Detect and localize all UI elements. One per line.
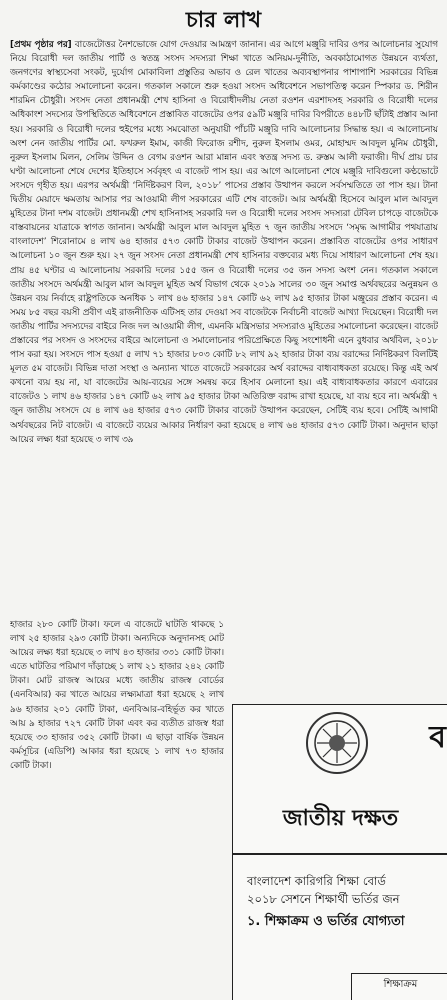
- article-body-column: [10, 38, 438, 618]
- article-body-text: বাজেটোত্তর নৈশভোজে যোগ দেওয়ার আমন্ত্রণ জানান। এর আগে মঞ্জুরি দাবির ওপর আলোচনার সুযোগ নিয়ে বিরোধী দল জাতীয় পার্টি ও স্বতন্ত্র সংসদ সদস্যরা শিক্ষা খাতে অনিয়ম-দুর্নীতি, অবকাঠামোগত উন্নয়নে ব্যর্থতা, জনগণের স্বাস্থ্যসেবা সংকট, দুর্যোগ মোকাবিলা প্রস্তুতির অভাব ও রেল খাতের অব্যবস্থাপনার পাশাপাশি সরকারের বিভিন্ন কর্মকাণ্ডের কঠোর সমালোচনা করেন। গতকাল সকালে শুরু হওয়া সংসদ অধিবেশনে সভাপতিত্ব করেন স্পিকার ড. শিরীন শারমিন চৌধুরী। সংসদ নেতা প্রধানমন্ত্রী শেখ হাসিনা ও বিরোধীদলীয় নেতা রওশন এরশাদসহ সরকারি ও বিরোধী দলের অধিকাংশ সদস্যের উপস্থিতিতে অধিবেশনে প্রস্তাবিত বাজেটের ওপর ৫৯টি মঞ্জুরি দাবির বিপরীতে ৪৪৮টি ছাঁটাই প্রস্তাব আনা হয়। সরকারি ও বিরোধী দলের হুইপের মধ্যে সমঝোতা অনুযায়ী পাঁচটি মঞ্জুরি দাবি আলোচনার সিদ্ধান্ত হয়। এ আলোচনায় অংশ নেন জাতীয় পার্টির মো. ফখরুল ইমাম, কাজী ফিরোজ রশীদ, নুরুল ইসলাম ওমর, মোহাম্মদ আবদুল মুনিম চৌধুরী, নুরুল ইসলাম মিলন, সেলিম উদ্দিন ও বেগম রওশন আরা মান্নান এবং স্বতন্ত্র সদস্য ড. রুস্তম আলী ফরাজী। দীর্ঘ প্রায় চার ঘণ্টা আলোচনা শেষে দেশের ইতিহাসে সর্ববৃহৎ এ বাজেট পাস হয়। এর আগে আলোচনা শেষে মঞ্জুরি দাবিগুলো কণ্ঠভোটে সংসদে গৃহীত হয়। এরপর অর্থমন্ত্রী ‘নির্দিষ্টকরণ বিল, ২০১৮’ পাসের প্রস্তাব উত্থাপন করলে সর্বসম্মতিতে তা পাস হয়। টানা দ্বিতীয় মেয়াদে ক্ষমতায় আসার পর আওয়ামী লীগ সরকারের এটি শেষ বাজেট। আর অর্থমন্ত্রী হিসেবে আবুল মাল আবদুল মুহিতের টানা দশম বাজেট। প্রধানমন্ত্রী শেখ হাসিনাসহ সরকারি দল ও বিরোধী দলের সংসদ সদস্যরা টেবিল চাপড়ে বাজেটকে বাস্তবায়নের যাত্রাকে স্বাগত জানান। অর্থমন্ত্রী আবুল মাল আবদুল মুহিত ৭ জুন জাতীয় সংসদে ‘সমৃদ্ধ আগামীর পথযাত্রায় বাংলাদেশ’ শিরোনামে ৪ লাখ ৬৪ হাজার ৫৭৩ কোটি টাকার বাজেট উত্থাপন করেন। প্রস্তাবিত বাজেটের ওপর সাধারণ আলোচনা ১০ জুন শুরু হয়। ২৭ জুন সংসদ নেতা প্রধানমন্ত্রী শেখ হাসিনার বক্তব্যের মধ্য দিয়ে সাধারণ আলোচনা শেষ হয়। প্রায় ৪৫ ঘণ্টার এ আলোচনায় সরকারি দলের ১৫৫ জন ও বিরোধী দলের ৩৫ জন সদস্য অংশ নেন। গতকাল সকালে জাতীয় সংসদে অর্থমন্ত্রী আবুল মাল আবদুল মুহিত অর্থ বিভাগ থেকে ২০১৯ সালের ৩০ জুন সমাপ্ত অর্থবছরের অনুন্নয়ন ও উন্নয়ন ব্যয় নির্বাহে রাষ্ট্রপতিকে অনধিক ১ লাখ ৪৬ হাজার ১৪৭ কোটি ৬২ লাখ ৯৫ হাজার টাকা মঞ্জুরের প্রস্তাব করেন। এ সময় ৮৫ বছর বয়সী প্রবীণ এই রাজনীতিক এটিসহ তার দেওয়া সব বাজেটকে নির্বাচনী বাজেট আখ্যা দিয়েছেন। বিরোধী দল জাতীয় পার্টির সদস্যদের বাইরে নিজ দল আওয়ামী লীগ, এমনকি মন্ত্রিসভার সদস্যরাও মুহিতের সমালোচনা করেছেন। বাজেট প্রস্তাবের পর সংসদ ও সংসদের বাইরে আলোচনা ও সমালোচনার পরিপ্রেক্ষিতে কিছু সংশোধনী এনে বুধবার অর্থবিল, ২০১৮ পাস করা হয়। সংসদে পাস হওয়া ৫ লাখ ৭১ হাজার ৮০৩ কোটি ৮২ লাখ ৯২ হাজার টাকা ব্যয় বরাদ্দের নির্দিষ্টকরণ বিলটিই মূলত ৫ম বাজেট। বিভিন্ন দাতা সংস্থা ও অন্যান্য খাতে বাজেটে সরকারের অর্থ বরাদ্দের বাধ্যবাধকতা রয়েছে। কিন্তু এই অর্থ কখনো ব্যয় হয় না, যা বাজেটের আয়-ব্যয়ের সঙ্গে সমন্বয় করে হিসাব মেলানো হয়। এই বাধ্যবাধকতার কারণে এবারের বাজেটও ১ লাখ ৪৬ হাজার ১৪৭ কোটি ৬২ লাখ ৯৫ হাজার টাকা অতিরিক্ত বরাদ্দ রাখা হয়েছে, যা ব্যয় হবে না। অর্থমন্ত্রী ৭ জুন জাতীয় সংসদে যে ৪ লাখ ৬৪ হাজার ৫৭৩ কোটি টাকার বাজেট উত্থাপন করেছেন, সেটিই ব্যয় হবে। সেটিই আগামী অর্থবছরের নিট বাজেট। এ বাজেটে ব্যয়ের আকার নির্ধারণ করা হয়েছে ৪ লাখ ৬৪ হাজার ৫৭৩ কোটি টাকা। অনুদান ছাড়া আয়ের লক্ষ্য ধরা হয়েছে ৩ লাখ ৩৯: [10, 40, 438, 445]
- ad-divider: [233, 853, 447, 855]
- ad-section-heading: ১. শিক্ষাক্রম ও ভর্তির যোগ্যতা: [247, 914, 405, 929]
- ad-corner-text: ব: [429, 720, 446, 755]
- ad-title: জাতীয় দক্ষত: [282, 806, 399, 831]
- article-headline: চার লাখ: [185, 7, 262, 33]
- article-continuation-column: [10, 618, 224, 996]
- ad-table-header: শিক্ষাক্রম: [351, 973, 447, 1000]
- ad-session-line: ২০১৮ সেশনে শিক্ষার্থী ভর্তির জন: [247, 892, 400, 906]
- continuation-kicker: [প্রথম পৃষ্ঠার পর]: [10, 40, 72, 50]
- ad-board-name: বাংলাদেশ কারিগরি শিক্ষা বোর্ড: [247, 874, 386, 888]
- advertisement-box: [232, 704, 447, 1000]
- article-continuation-text: হাজার ২৮০ কোটি টাকা। ফলে এ বাজেটে ঘাটতি থাকছে ১ লাখ ২৫ হাজার ২৯৩ কোটি টাকা। অন্যদিকে অনুদানসহ মোট আয়ের লক্ষ্য ধরা হয়েছে ৩ লাখ ৪৩ হাজার ৩৩১ কোটি টাকা। এতে ঘাটতির পরিমাণ দাঁড়াচ্ছে ১ লাখ ২১ হাজার ২৪২ কোটি টাকা। মোট রাজস্ব আয়ের মধ্যে জাতীয় রাজস্ব বোর্ডের (এনবিআর) কর খাতে আয়ের লক্ষ্যমাত্রা ধরা হয়েছে ২ লাখ ৯৬ হাজার ২০১ কোটি টাকা, এনবিআর-বহির্ভূত কর খাতে আয় ৯ হাজার ৭২৭ কোটি টাকা এবং কর ব্যতীত রাজস্ব ধরা হয়েছে ৩৩ হাজার ৩৫২ কোটি টাকা। এ ছাড়া বার্ষিক উন্নয়ন কর্মসূচির (এডিপি) আকার ধরা হয়েছে ১ লাখ ৭৩ হাজার কোটি টাকা।: [10, 620, 224, 771]
- board-seal-icon: [305, 711, 369, 775]
